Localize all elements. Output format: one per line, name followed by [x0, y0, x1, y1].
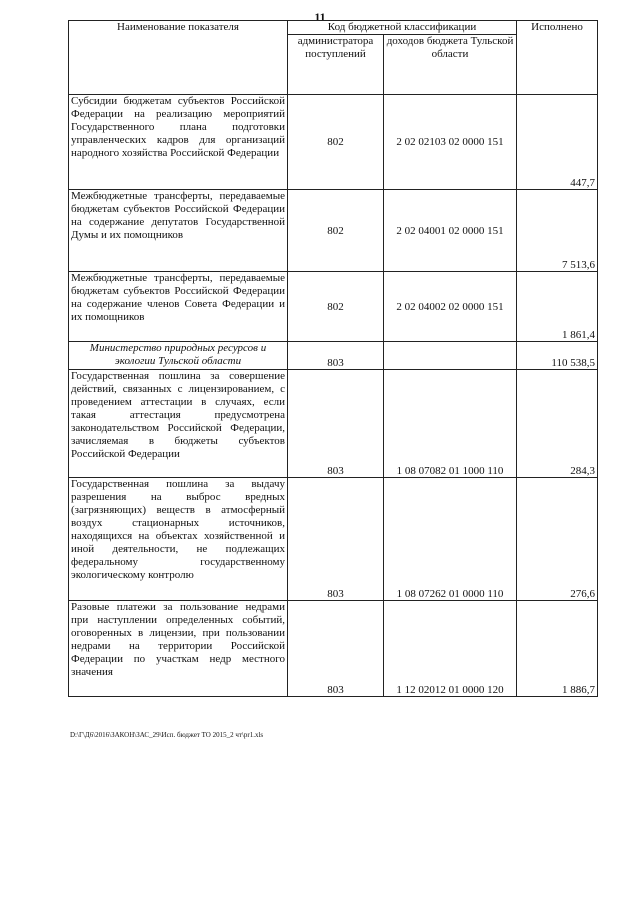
header-budget-code: Код бюджетной классификации: [288, 21, 517, 35]
row-executed: 276,6: [517, 478, 598, 601]
ministry-executed: 110 538,5: [517, 342, 598, 370]
row-income-code: 2 02 04002 02 0000 151: [384, 272, 517, 342]
row-executed: 7 513,6: [517, 190, 598, 272]
row-income-code: 1 08 07082 01 1000 110: [384, 370, 517, 478]
table-row: [69, 95, 598, 190]
table-row: [69, 272, 598, 342]
table-row: [69, 190, 598, 272]
ministry-name: Министерство природных ресурсов и экологии Тульской области: [69, 342, 288, 370]
row-executed: 284,3: [517, 370, 598, 478]
row-admin-code: 802: [288, 272, 384, 342]
row-name: Государственная пошлина за выдачу разрешения на выброс вредных (загрязняющих) веществ в атмосферный воздух стационарных источников, находящихся на объектах хозяйственной и иной деятельности, не подлежащих федеральному государственному экологическому контролю: [69, 478, 288, 601]
page-number: 11: [314, 10, 326, 24]
header-admin-code: администратора поступлений: [288, 35, 384, 95]
row-executed: 1 861,4: [517, 272, 598, 342]
row-admin-code: 802: [288, 190, 384, 272]
table-row: [69, 601, 598, 697]
row-executed: 1 886,7: [517, 601, 598, 697]
row-name: Межбюджетные трансферты, передаваемые бюджетам субъектов Российской Федерации на содержание членов Совета Федерации и их помощников: [69, 272, 288, 342]
header-executed: Исполнено: [517, 21, 598, 95]
row-admin-code: 803: [288, 601, 384, 697]
ministry-income-code: [384, 342, 517, 370]
header-income-code: доходов бюджета Тульской области: [384, 35, 517, 95]
row-admin-code: 802: [288, 95, 384, 190]
table-row: [69, 370, 598, 478]
row-executed: 447,7: [517, 95, 598, 190]
row-income-code: 1 12 02012 01 0000 120: [384, 601, 517, 697]
row-name: Субсидии бюджетам субъектов Российской Федерации на реализацию мероприятий Государственного плана подготовки управленческих кадров для организаций народного хозяйства Российской Федерации: [69, 95, 288, 190]
budget-execution-table: [68, 20, 598, 697]
table-row: [69, 478, 598, 601]
row-name: Государственная пошлина за совершение действий, связанных с лицензированием, с проведением аттестации в случаях, если такая аттестация предусмотрена законодательством Российской Федерации, зачисляемая в бюджеты субъектов Российской Федерации: [69, 370, 288, 478]
row-income-code: 1 08 07262 01 0000 110: [384, 478, 517, 601]
row-admin-code: 803: [288, 478, 384, 601]
ministry-admin-code: 803: [288, 342, 384, 370]
row-name: Межбюджетные трансферты, передаваемые бюджетам субъектов Российской Федерации на содержание депутатов Государственной Думы и их помощников: [69, 190, 288, 272]
row-name: Разовые платежи за пользование недрами при наступлении определенных событий, оговоренных в лицензии, при пользовании недрами на территории Российской Федерации по участкам недр местного значения: [69, 601, 288, 697]
row-income-code: 2 02 02103 02 0000 151: [384, 95, 517, 190]
table-header-row: [69, 21, 598, 35]
row-income-code: 2 02 04001 02 0000 151: [384, 190, 517, 272]
row-admin-code: 803: [288, 370, 384, 478]
ministry-row: [69, 342, 598, 370]
file-path-footer: D:\Г\Д6\2016\ЗАКОН\ЗАС_29\Исп. бюджет ТО 2015_2 чт\pr1.xls: [70, 731, 264, 739]
header-indicator-name: Наименование показателя: [69, 21, 288, 95]
